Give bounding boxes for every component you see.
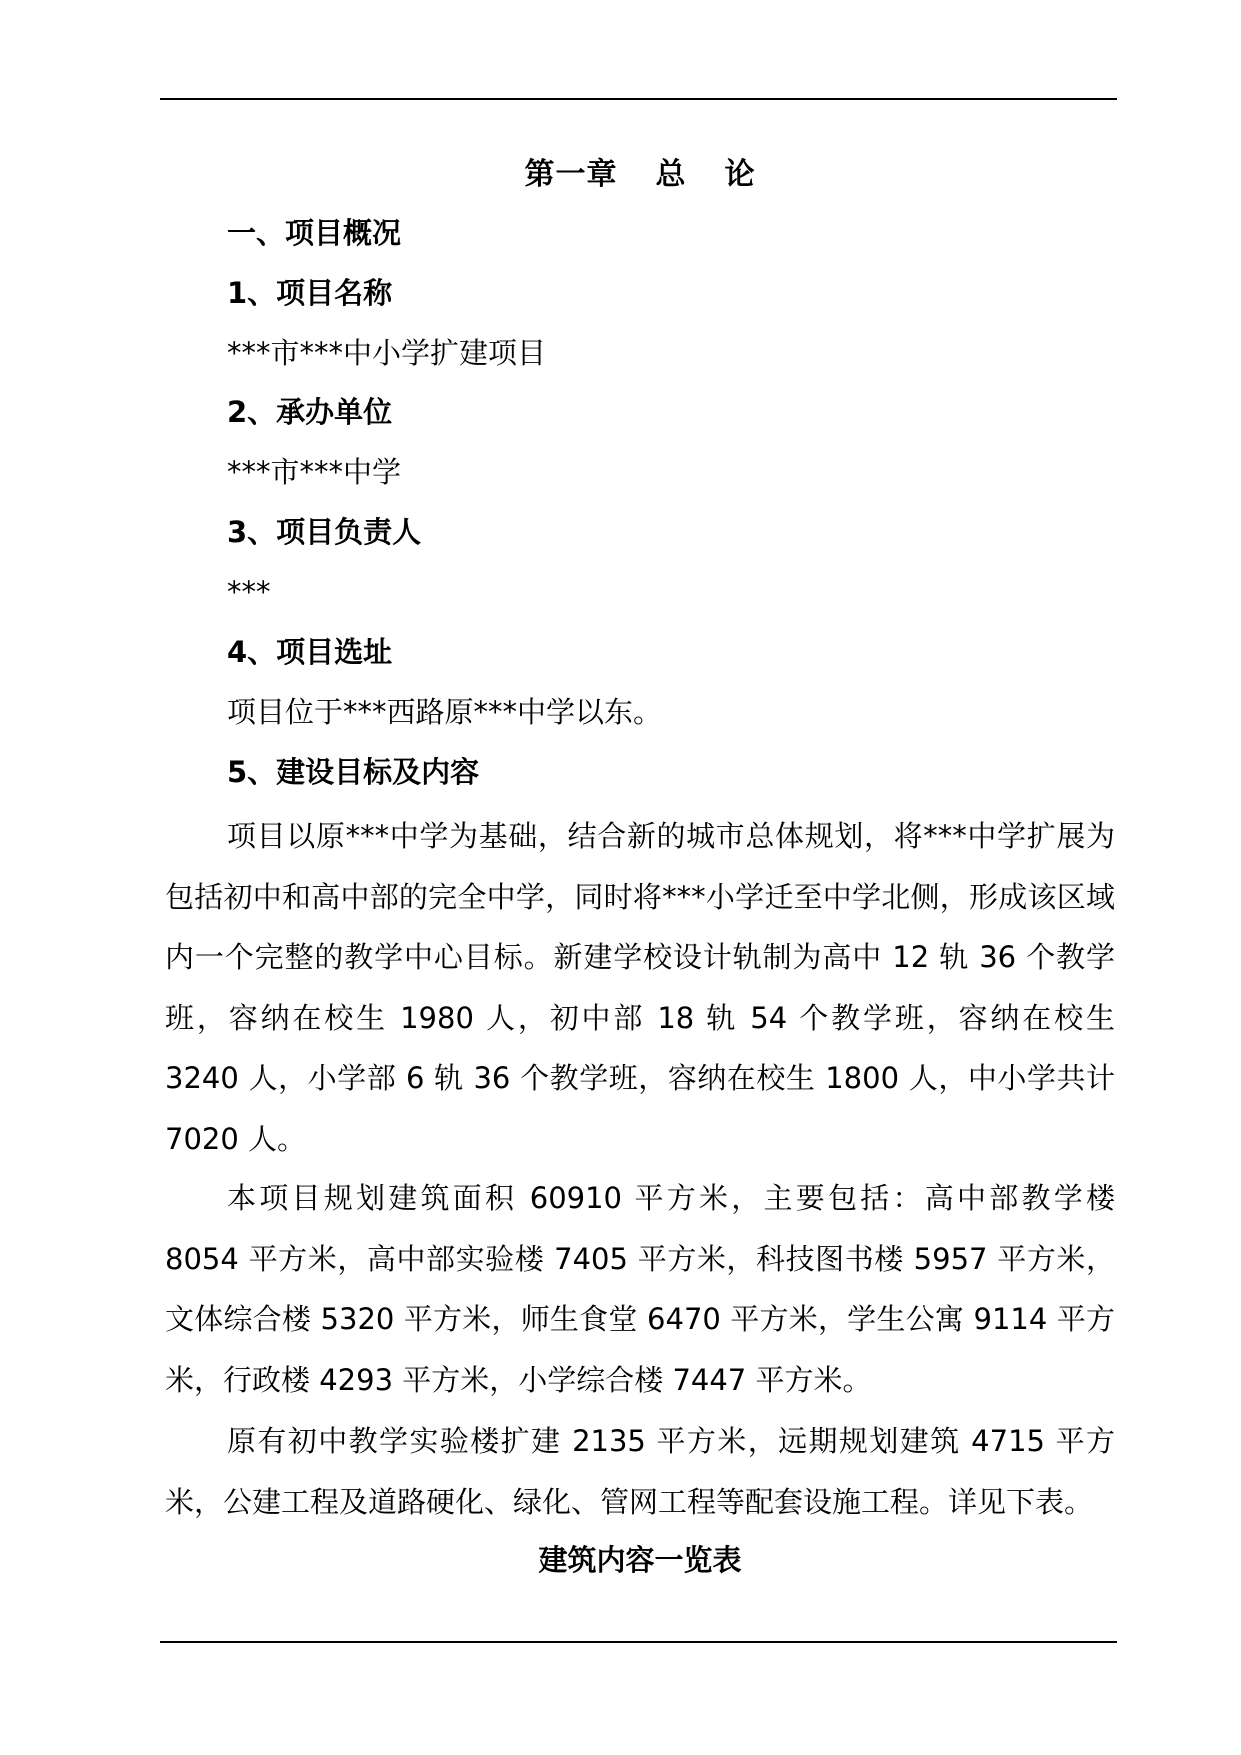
item-heading-leader: 3、项目负责人 [227,515,422,549]
footer-rule [160,1641,1117,1643]
item-value-name: ***市***中小学扩建项目 [227,336,547,370]
item-heading-goals: 5、建设目标及内容 [227,755,480,789]
paragraph-expansion: 原有初中教学实验楼扩建 2135 平方米，远期规划建筑 4715 平方米，公建工程及道路硬化、绿化、管网工程等配套设施工程。详见下表。 [165,1424,1115,1519]
chapter-label: 第一章 [524,157,618,192]
item-value-organizer: ***市***中学 [227,455,402,489]
item-heading-name: 1、项目名称 [227,276,393,310]
item-value-location: 项目位于***西路原***中学以东。 [227,695,663,729]
section-heading: 一、项目概况 [227,216,402,250]
item-heading-organizer: 2、承办单位 [227,395,393,429]
header-rule [160,98,1117,100]
item-value-leader: *** [227,575,271,609]
item-heading-location: 4、项目选址 [227,635,393,669]
chapter-word-2: 论 [724,157,756,192]
chapter-word-1: 总 [655,157,687,192]
paragraph-area: 本项目规划建筑面积 60910 平方米，主要包括：高中部教学楼 8054 平方米，高中部实验楼 7405 平方米，科技图书楼 5957 平方米，文体综合楼 5320 平方米，师生食堂 6470 平方米，学生公寓 9114 平方米，行政楼 4293 平方米，小学综合楼 7447 平方米。 [165,1181,1115,1397]
table-title: 建筑内容一览表 [538,1543,742,1577]
chapter-title [0,152,1241,198]
paragraph-goals: 项目以原***中学为基础，结合新的城市总体规划，将***中学扩展为包括初中和高中部的完全中学，同时将***小学迁至中学北侧，形成该区域内一个完整的教学中心目标。新建学校设计轨制为高中 12 轨 36 个教学班，容纳在校生 1980 人，初中部 18 轨 54 个教学班，容纳在校生 3240 人，小学部 6 轨 36 个教学班，容纳在校生 1800 人，中小学共计 7020 人。 [165,819,1115,1156]
